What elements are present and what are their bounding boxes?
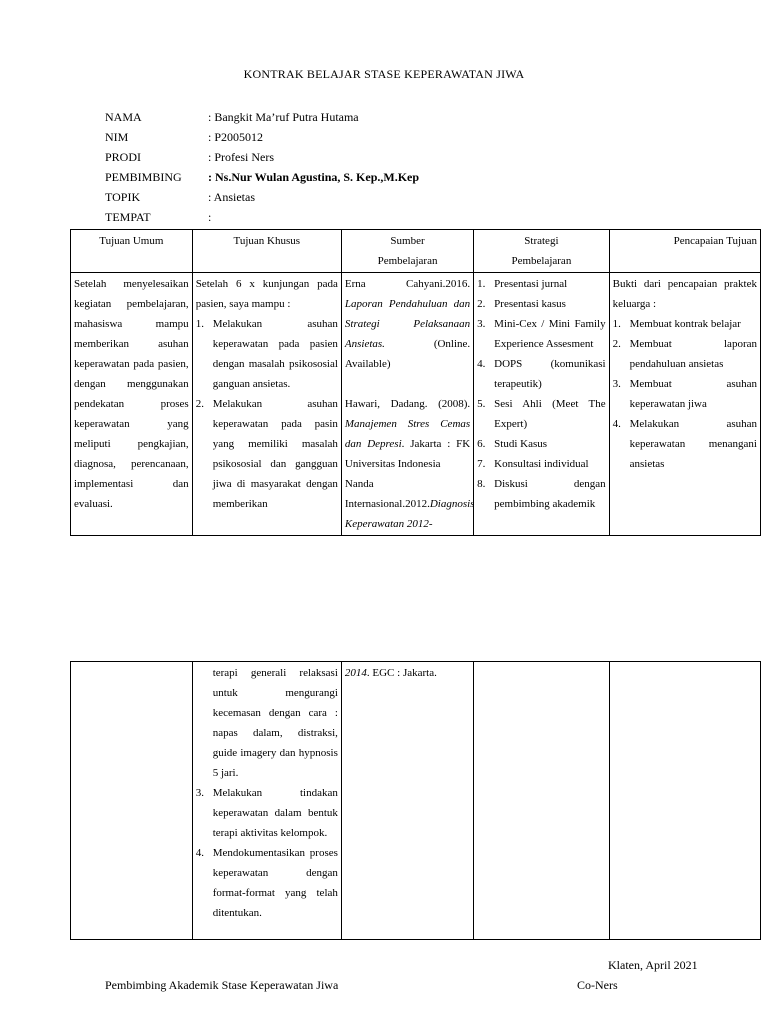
info-value: : Ansietas xyxy=(208,190,255,204)
info-value: : Bangkit Ma’ruf Putra Hutama xyxy=(208,110,359,124)
place-date: Klaten, April 2021 xyxy=(608,958,698,972)
tujuan-khusus-cell xyxy=(192,273,341,536)
tujuan-khusus-intro: Setelah 6 x kunjungan pada pasien, saya mampu : xyxy=(195,278,338,310)
pencapaian-cell xyxy=(609,273,760,536)
document-title: KONTRAK BELAJAR STASE KEPERAWATAN JIWA xyxy=(243,67,525,81)
tujuan-khusus-cell-cont xyxy=(192,662,341,940)
list-item: 1. Membuat kontrak belajar xyxy=(612,318,741,330)
list-item: 4. DOPS (komunikasi terapeutik) xyxy=(477,358,606,390)
header-sumber: Sumber Pembelajaran xyxy=(341,230,473,273)
tujuan-umum-cell xyxy=(71,273,193,536)
info-value: : Ns.Nur Wulan Agustina, S. Kep.,M.Kep xyxy=(208,170,420,184)
list-item: 1. Presentasi jurnal xyxy=(477,278,568,290)
sumber-ref-1: Erna Cahyani.2016. Laporan Pendahuluan dan Strategi Pelaksanaan Ansietas. (Online. Available) xyxy=(344,278,471,370)
list-item: 3. Mini-Cex / Mini Family Experience Assesment xyxy=(477,318,606,350)
header-pencapaian: Pencapaian Tujuan xyxy=(609,230,760,273)
table-row xyxy=(71,273,761,536)
list-item: 2. Melakukan asuhan keperawatan pada pasin yang memiliki masalah psikososial dan gangguan jiwa di masyarakat dengan memberikan xyxy=(195,398,338,510)
pencapaian-intro: Bukti dari pencapaian praktek keluarga : xyxy=(612,278,757,310)
info-value: : P2005012 xyxy=(208,130,264,144)
header-strategi: Strategi Pembelajaran xyxy=(474,230,609,273)
list-item: 3. Melakukan tindakan keperawatan dalam bentuk terapi aktivitas kelompok. xyxy=(195,787,338,839)
info-value: : Profesi Ners xyxy=(208,150,274,164)
sumber-ref-3-cont: 2014. EGC : Jakarta. xyxy=(344,667,437,679)
sumber-ref-2: Hawari, Dadang. (2008). Manajemen Stres Cemas dan Depresi. Jakarta : FK Universitas Indonesia xyxy=(344,398,471,470)
list-item: 3. Membuat asuhan keperawatan jiwa xyxy=(612,378,757,410)
tujuan-khusus-cont: terapi generali relaksasi untuk mengurangi kecemasan dengan cara : napas dalam, distraksi, guide imagery dan hypnosis 5 jari. xyxy=(212,667,338,779)
contract-table-part1 xyxy=(70,229,761,536)
info-label: NAMA xyxy=(105,110,142,124)
list-item: 4. Mendokumentasikan proses keperawatan dengan format-format yang telah ditentukan. xyxy=(195,847,338,919)
strategi-cell xyxy=(474,273,609,536)
pencapaian-cell-cont xyxy=(609,662,760,940)
list-item: 7. Konsultasi individual xyxy=(477,458,589,470)
supervisor-signature-label: Pembimbing Akademik Stase Keperawatan Jiwa xyxy=(105,978,339,992)
header-tujuan-khusus: Tujuan Khusus xyxy=(192,230,341,273)
list-item: 5. Sesi Ahli (Meet The Expert) xyxy=(477,398,606,430)
info-label: PEMBIMBING xyxy=(105,170,182,184)
sumber-cell-cont xyxy=(341,662,473,940)
tujuan-umum-cell-cont xyxy=(71,662,193,940)
list-item: 8. Diskusi dengan pembimbing akademik xyxy=(477,478,606,510)
table-header-row xyxy=(71,230,761,273)
list-item: 4. Melakukan asuhan keperawatan menangani ansietas xyxy=(612,418,757,470)
list-item: 2. Membuat laporan pendahuluan ansietas xyxy=(612,338,757,370)
coners-signature-label: Co-Ners xyxy=(577,978,618,992)
info-label: NIM xyxy=(105,130,129,144)
table-row xyxy=(71,662,761,940)
sumber-ref-3: Nanda Internasional.2012.Diagnosis Keperawatan 2012- xyxy=(344,478,475,530)
info-label: PRODI xyxy=(105,150,142,164)
info-value: : xyxy=(208,210,212,224)
info-label: TOPIK xyxy=(105,190,141,204)
info-label: TEMPAT xyxy=(105,210,151,224)
tujuan-umum-text: Setelah menyelesaikan kegiatan pembelajaran, mahasiswa mampu memberikan asuhan keperawatan pada pasien, dengan menggunakan pendekatan proses keperawatan yang meliputi pengkajian, diagnosa, perencanaan, implementasi dan evaluasi. xyxy=(74,278,189,510)
strategi-cell-cont xyxy=(474,662,609,940)
header-tujuan-umum: Tujuan Umum xyxy=(71,230,193,273)
list-item: 6. Studi Kasus xyxy=(477,438,548,450)
list-item: 1. Melakukan asuhan keperawatan pada pasien dengan masalah psikososial ganguan ansietas. xyxy=(195,318,338,390)
list-item: 2. Presentasi kasus xyxy=(477,298,566,310)
sumber-cell xyxy=(341,273,473,536)
contract-table-part2 xyxy=(70,661,761,940)
